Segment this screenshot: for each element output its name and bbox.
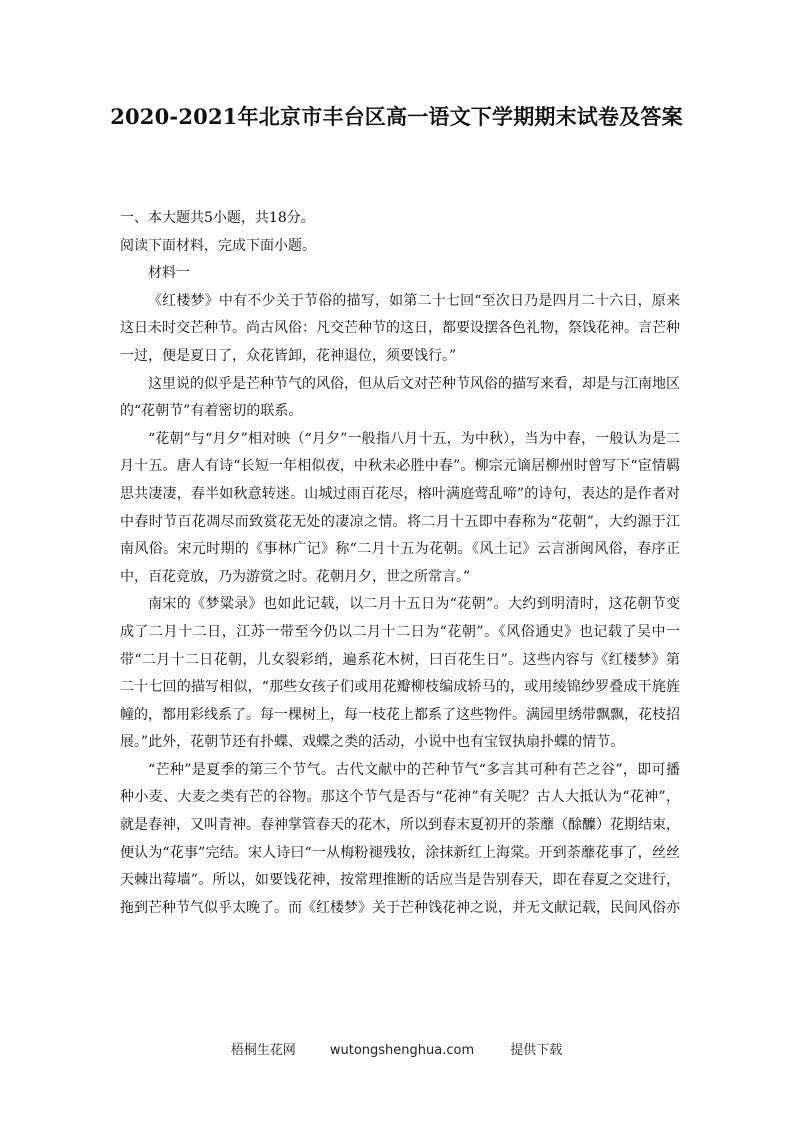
paragraph: “芒种”是夏季的第三个节气。古代文献中的芒种节气“多言其可种有芒之谷”，即可播种小麦、大麦之类有芒的谷物。那这个节气是否与“花神”有关呢？古人大抵认为“花神”，就是春神，又叫青神。春神掌管春天的花木，所以到春末夏初开的荼蘼（酴醾）花期结束，便认为“花事”完结。宋人诗曰“一从梅粉褪残妆，涂抹新红上海棠。开到荼蘼花事了，丝丝天棘出莓墙”。所以，如要饯花神，按常理推断的话应当是告别春天，即在春夏之交进行，拖到芒种节气似乎太晚了。而《红楼梦》关于芒种饯花神之说，并无文献记载，民间风俗亦 bbox=[120, 761, 680, 916]
material-label: 材料一 bbox=[148, 265, 190, 282]
page-footer bbox=[0, 1039, 793, 1058]
document-body bbox=[120, 205, 680, 922]
paragraph: 这里说的似乎是芒种节气的风俗，但从后文对芒种节风俗的描写来看，却是与江南地区的“花朝节”有着密切的联系。 bbox=[120, 375, 680, 420]
paragraph: 南宋的《梦粱录》也如此记载，以二月十五日为“花朝”。大约到明清时，这花朝节变成了二月十二日，江苏一带至今仍以二月十二日为“花朝”。《风俗通史》也记载了吴中一带“二月十二日花朝，儿女裂彩绡，遍系花木树，曰百花生日”。这些内容与《红楼梦》第二十七回的描写相似，“那些女孩子们或用花瓣柳枝编成轿马的，或用绫锦纱罗叠成干旄旌幢的，都用彩线系了。每一棵树上，每一枝花上都系了这些物件。满园里绣带飘飘，花枝招展。”此外，花朝节还有扑蝶、戏蝶之类的活动，小说中也有宝钗执扇扑蝶的情节。 bbox=[120, 596, 680, 751]
footer-site-url[interactable]: wutongshenghua.com bbox=[329, 1043, 475, 1058]
paragraph: “花朝”与“月夕”相对映（“月夕”一般指八月十五，为中秋），当为中春，一般认为是二月十五。唐人有诗“长短一年相似夜，中秋未必胜中春”。柳宗元谪居柳州时曾写下“宦情羁思共凄凄，春半如秋意转迷。山城过雨百花尽，榕叶满庭莺乱啼”的诗句，表达的是作者对中春时节百花凋尽而致赏花无处的凄凉之情。将二月十五即中春称为“花朝”，大约源于江南风俗。宋元时期的《事林广记》称“二月十五为花朝。《风土记》云言浙闽风俗，春序正中，百花竞放，乃为游赏之时。花朝月夕，世之所常言。” bbox=[120, 430, 680, 585]
footer-site-name: 梧桐生花网 bbox=[230, 1043, 296, 1058]
paragraph: 《红楼梦》中有不少关于节俗的描写，如第二十七回“至次日乃是四月二十六日，原来这日未时交芒种节。尚古风俗：凡交芒种节的这日，都要设摆各色礼物，祭饯花神。言芒种一过，便是夏日了，众花皆卸，花神退位，须要饯行。” bbox=[120, 292, 680, 364]
document-title: 2020-2021年北京市丰台区高一语文下学期期末试卷及答案 bbox=[110, 104, 683, 129]
footer-suffix: 提供下载 bbox=[510, 1043, 563, 1058]
reading-instruction: 阅读下面材料，完成下面小题。 bbox=[120, 237, 316, 254]
section-heading: 一、本大题共5小题，共18分。 bbox=[120, 210, 315, 226]
